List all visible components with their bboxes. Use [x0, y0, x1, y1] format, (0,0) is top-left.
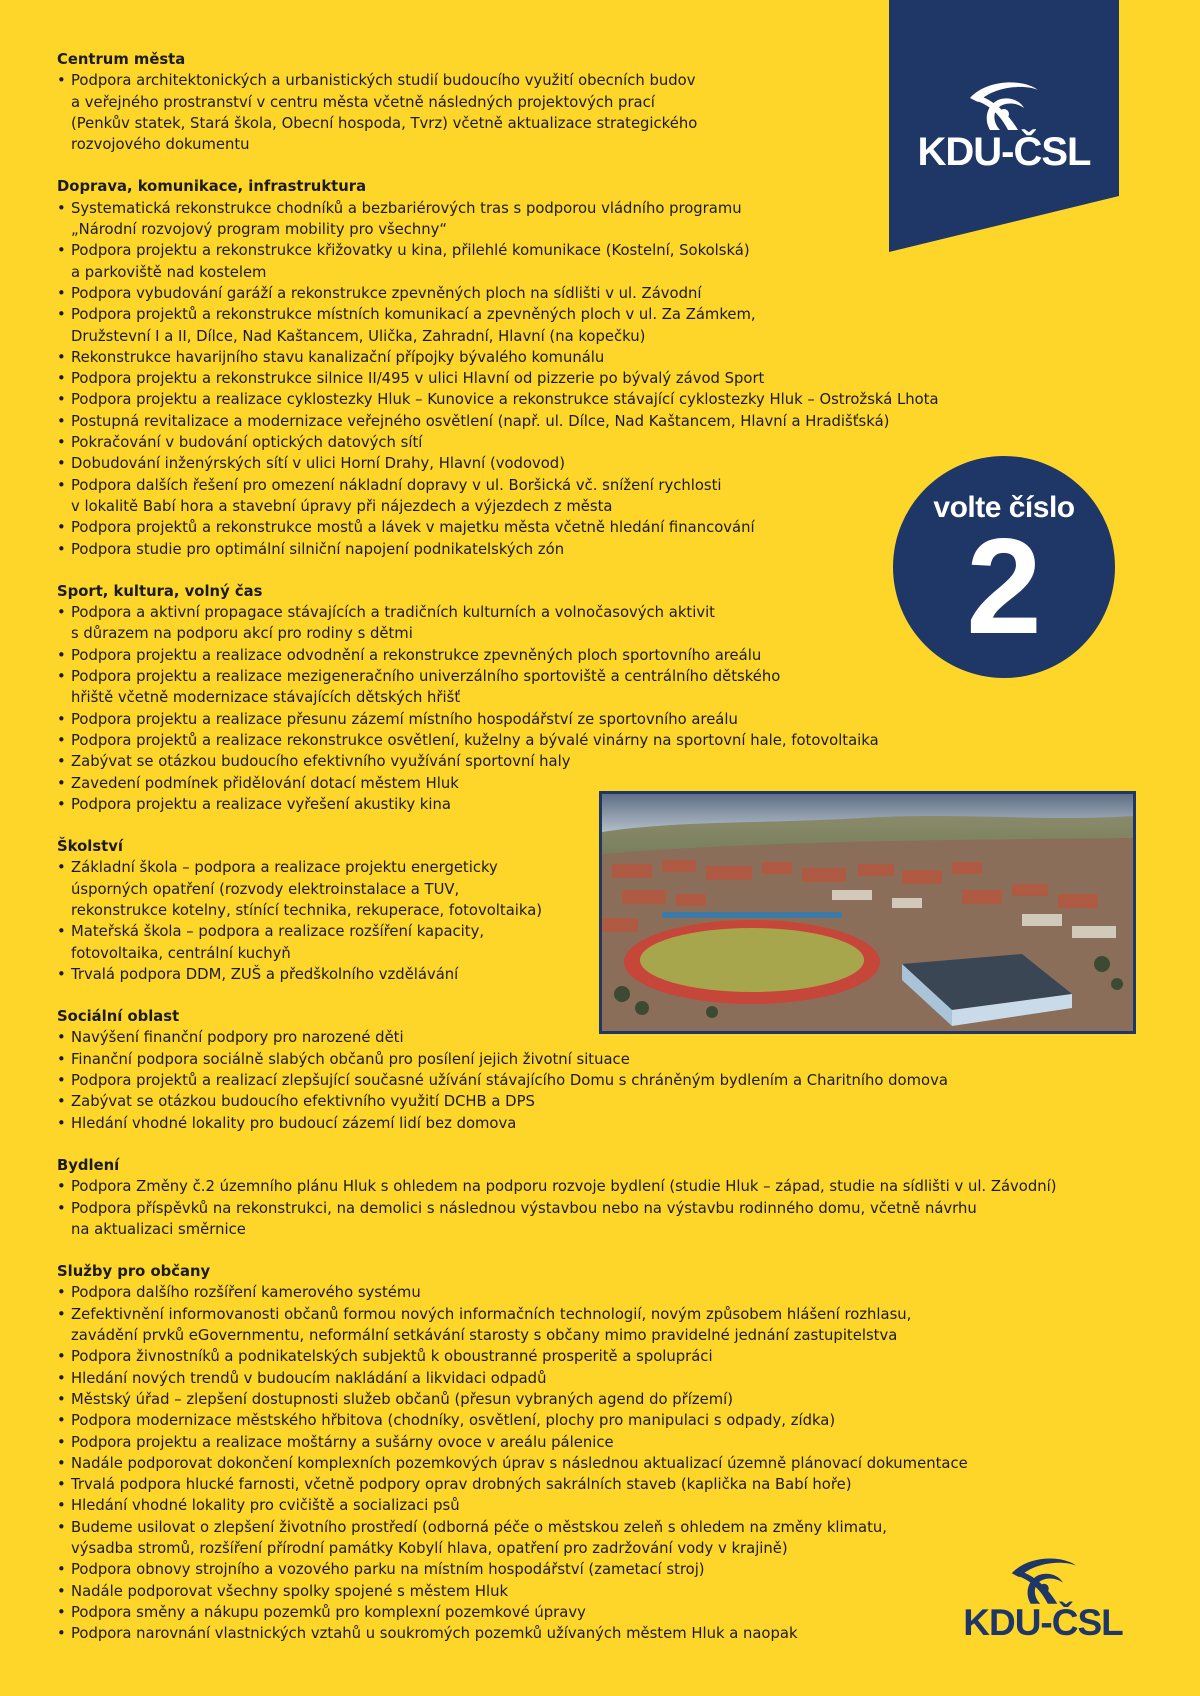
list-item: • Podpora projektů a realizace rekonstrukce osvětlení, kuželny a bývalé vinárny na sportovní hale, fotovoltaika	[57, 730, 1177, 751]
section-title: Služby pro občany	[57, 1263, 211, 1281]
list-item: • Podpora obnovy strojního a vozového parku na místním hospodářství (zametací stroj)	[57, 1559, 1177, 1580]
section-title: Doprava, komunikace, infrastruktura	[57, 178, 367, 196]
list-item: • Postupná revitalizace a modernizace veřejného osvětlení (např. ul. Dílce, Nad Kaštancem, Hlavní a Hradišťská)	[57, 411, 1177, 432]
list-item: • Podpora projektů a rekonstrukce mostů a lávek v majetku města včetně hledání financování	[57, 517, 1177, 538]
program-section	[57, 1006, 1177, 1134]
list-item: • Hledání nových trendů v budoucím nakládání a likvidaci odpadů	[57, 1368, 1177, 1389]
list-item: • Hledání vhodné lokality pro cvičiště a socializaci psů	[57, 1495, 1177, 1516]
list-item: • Zefektivnění informovanosti občanů formou nových informačních technologií, novým způsobem hlášení rozhlasu, zavádění prvků eGovernmentu, neformální setkávání starosty s občany mimo pravidelné jednání zastupitelstva	[57, 1304, 1177, 1347]
list-item: • Dobudování inženýrských sítí v ulici Horní Drahy, Hlavní (vodovod)	[57, 453, 1177, 474]
list-item: • Pokračování v budování optických datových sítí	[57, 432, 1177, 453]
program-section	[57, 49, 1177, 155]
list-item: • Navýšení finanční podpory pro narozené děti	[57, 1027, 1177, 1048]
list-item: • Hledání vhodné lokality pro budoucí zázemí lidí bez domova	[57, 1113, 1177, 1134]
list-item: • Zavedení podmínek přidělování dotací městem Hluk	[57, 773, 1177, 794]
list-item: • Podpora projektu a realizace mezigeneračního univerzálního sportoviště a centrálního dětského hřiště včetně modernizace stávajících dětských hřišť	[57, 666, 1177, 709]
section-item-list	[57, 857, 1177, 985]
list-item: • Základní škola – podpora a realizace projektu energeticky úsporných opatření (rozvody elektroinstalace a TUV, rekonstrukce kotelny, stínící technika, rekuperace, fotovoltaika)	[57, 857, 1177, 921]
vote-label: volte číslo	[933, 491, 1075, 524]
program-section	[57, 581, 1177, 815]
list-item: • Podpora projektu a realizace odvodnění a rekonstrukce zpevněných ploch sportovního areálu	[57, 645, 1177, 666]
kdu-wordmark: KDU-ČSL	[917, 130, 1091, 174]
kdu-wordmark-bottom: KDU-ČSL	[963, 1602, 1123, 1643]
vote-number: 2	[966, 510, 1042, 662]
section-title: Bydlení	[57, 1156, 120, 1174]
section-item-list	[57, 198, 1177, 560]
list-item: • Nadále podporovat všechny spolky spojené s městem Hluk	[57, 1581, 1177, 1602]
list-item: • Trvalá podpora hlucké farnosti, včetně podpory oprav drobných sakrálních staveb (kaplička na Babí hoře)	[57, 1474, 1177, 1495]
list-item: • Nadále podporovat dokončení komplexních pozemkových úprav s následnou aktualizací územně plánovací dokumentace	[57, 1453, 1177, 1474]
list-item: • Podpora studie pro optimální silniční napojení podnikatelských zón	[57, 539, 1177, 560]
section-item-list	[57, 602, 1177, 815]
list-item: • Podpora modernizace městského hřbitova (chodníky, osvětlení, plochy pro manipulaci s odpady, zídka)	[57, 1410, 1177, 1431]
list-item: • Podpora vybudování garáží a rekonstrukce zpevněných ploch na sídlišti v ul. Závodní	[57, 283, 1177, 304]
list-item: • Trvalá podpora DDM, ZUŠ a předškolního vzdělávání	[57, 964, 1177, 985]
list-item: • Podpora projektů a realizací zlepšující současné užívání stávajícího Domu s chráněným bydlením a Charitního domova	[57, 1070, 1177, 1091]
list-item: • Zabývat se otázkou budoucího efektivního využití DCHB a DPS	[57, 1091, 1177, 1112]
list-item: • Finanční podpora sociálně slabých občanů pro posílení jejich životní situace	[57, 1049, 1177, 1070]
program-section	[57, 1155, 1177, 1240]
list-item: • Systematická rekonstrukce chodníků a bezbariérových tras s podporou vládního programu „Národní rozvojový program mobility pro všechny“	[57, 198, 1177, 241]
list-item: • Podpora dalšího rozšíření kamerového systému	[57, 1282, 1177, 1303]
list-item: • Rekonstrukce havarijního stavu kanalizační přípojky bývalého komunálu	[57, 347, 1177, 368]
bottom-logo	[958, 1552, 1128, 1648]
list-item: • Podpora příspěvků na rekonstrukci, na demolici s následnou výstavbou nebo na výstavbu rodinného domu, včetně návrhu na aktualizaci směrnice	[57, 1198, 1177, 1241]
list-item: • Podpora projektu a rekonstrukce silnice II/495 v ulici Hlavní od pizzerie po bývalý závod Sport	[57, 368, 1177, 389]
section-item-list	[57, 70, 1177, 155]
program-content	[57, 49, 1177, 1665]
list-item: • Podpora architektonických a urbanistických studií budoucího využití obecních budov a veřejného prostranství v centru města včetně následných projektových prací (Penkův statek, Stará škola, Obecní hospoda, Tvrz) včetně aktualizace strategického rozvojového dokumentu	[57, 70, 1177, 155]
list-item: • Podpora projektu a realizace přesunu zázemí místního hospodářství ze sportovního areálu	[57, 709, 1177, 730]
list-item: • Podpora projektu a rekonstrukce křižovatky u kina, přilehlé komunikace (Kostelní, Sokolská) a parkoviště nad kostelem	[57, 240, 1177, 283]
list-item: • Podpora Změny č.2 územního plánu Hluk s ohledem na podporu rozvoje bydlení (studie Hluk – západ, studie na sídlišti v ul. Závodní)	[57, 1176, 1177, 1197]
section-item-list	[57, 1027, 1177, 1133]
list-item: • Mateřská škola – podpora a realizace rozšíření kapacity, fotovoltaika, centrální kuchyň	[57, 921, 1177, 964]
section-item-list	[57, 1176, 1177, 1240]
list-item: • Podpora směny a nákupu pozemků pro komplexní pozemkové úpravy	[57, 1602, 1177, 1623]
list-item: • Podpora živnostníků a podnikatelských subjektů k oboustranné prosperitě a spolupráci	[57, 1346, 1177, 1367]
list-item: • Zabývat se otázkou budoucího efektivního využívání sportovní haly	[57, 751, 1177, 772]
section-title: Centrum města	[57, 51, 186, 68]
list-item: • Podpora projektu a realizace cyklostezky Hluk – Kunovice a rekonstrukce stávající cyklostezky Hluk – Ostrožská Lhota	[57, 389, 1177, 410]
section-title: Sport, kultura, volný čas	[57, 582, 263, 600]
program-section	[57, 176, 1177, 559]
list-item: • Podpora projektu a realizace moštárny a sušárny ovoce v areálu pálenice	[57, 1432, 1177, 1453]
list-item: • Podpora narovnání vlastnických vztahů u soukromých pozemků užívaných městem Hluk a naopak	[57, 1623, 1177, 1644]
list-item: • Podpora projektů a rekonstrukce místních komunikací a zpevněných ploch v ul. Za Zámkem, Družstevní I a II, Dílce, Nad Kaštancem, Ulička, Zahradní, Hlavní (na kopečku)	[57, 304, 1177, 347]
section-title: Sociální oblast	[57, 1008, 180, 1026]
list-item: • Podpora dalších řešení pro omezení nákladní dopravy v ul. Boršická vč. snížení rychlosti v lokalitě Babí hora a stavební úpravy při nájezdech a výjezdech z města	[57, 475, 1177, 518]
list-item: • Městský úřad – zlepšení dostupnosti služeb občanů (přesun vybraných agend do přízemí)	[57, 1389, 1177, 1410]
program-section	[57, 836, 1177, 985]
list-item: • Podpora a aktivní propagace stávajících a tradičních kulturních a volnočasových aktivit s důrazem na podporu akcí pro rodiny s dětmi	[57, 602, 1177, 645]
list-item: • Podpora projektu a realizace vyřešení akustiky kina	[57, 794, 1177, 815]
list-item: • Budeme usilovat o zlepšení životního prostředí (odborná péče o městskou zeleň s ohledem na změny klimatu, výsadba stromů, rozšíření přírodní památky Kobylí hlava, opatření pro zadržování vody v krajině)	[57, 1517, 1177, 1560]
section-title: Školství	[57, 838, 123, 856]
